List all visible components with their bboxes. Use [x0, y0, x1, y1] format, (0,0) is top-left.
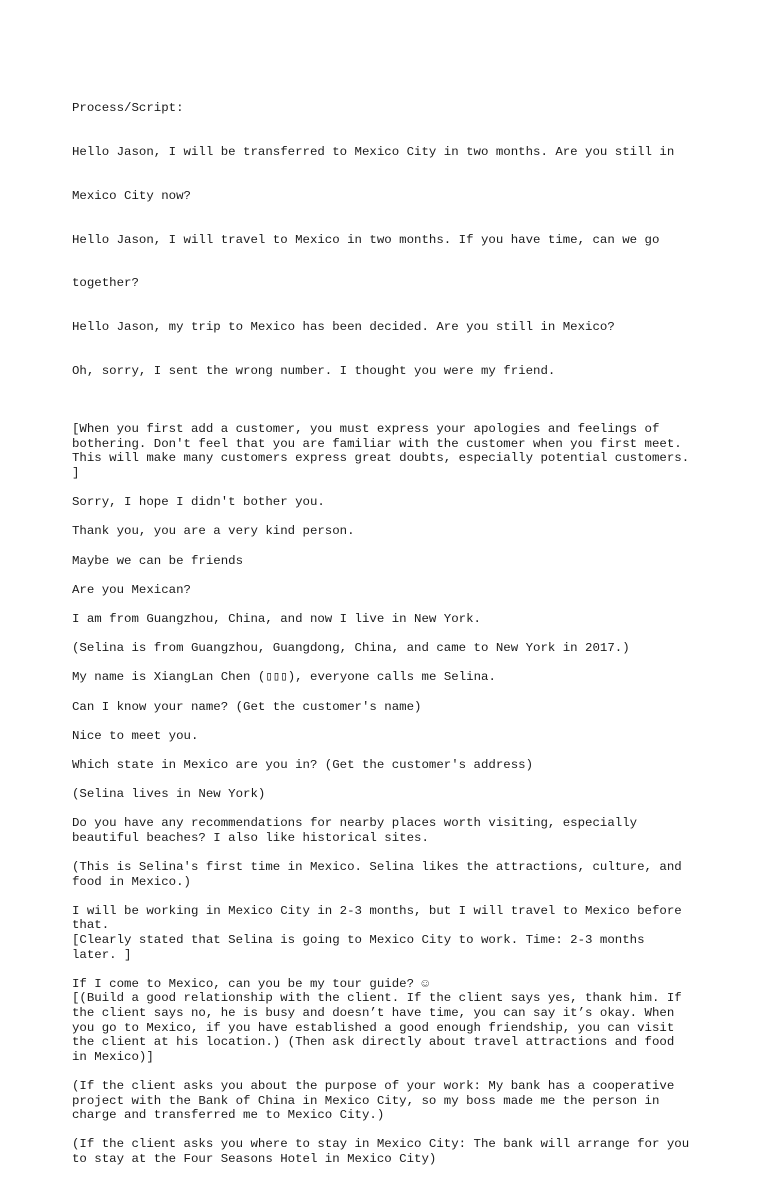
script-heading: Process/Script: — [72, 101, 184, 116]
paragraph-line: project with the Bank of China in Mexico City, so my boss made me the person in — [72, 1093, 660, 1108]
paragraph-line: bothering. Don't feel that you are familiar with the customer when you first meet. — [72, 436, 682, 451]
paragraph-line: (This is Selina's first time in Mexico. Selina likes the attractions, culture, and — [72, 860, 682, 875]
paragraph-line: the client says no, he is busy and doesn’t have time, you can say it’s okay. When — [72, 1006, 675, 1020]
script-line: Oh, sorry, I sent the wrong number. I thought you were my friend. — [72, 363, 556, 378]
paragraph — [72, 816, 712, 845]
paragraph-line: (If the client asks you about the purpose of your work: My bank has a cooperative — [72, 1078, 675, 1093]
paragraph-line: Sorry, I hope I didn't bother you. — [72, 495, 325, 510]
paragraph-line: beautiful beaches? I also like historical sites. — [72, 830, 429, 845]
paragraph-line: I am from Guangzhou, China, and now I live in New York. — [72, 611, 481, 626]
script-line: together? — [72, 276, 139, 291]
paragraph-line: Are you Mexican? — [72, 582, 191, 597]
paragraph-line: I will be working in Mexico City in 2-3 months, but I will travel to Mexico before — [72, 903, 682, 918]
paragraph — [72, 787, 712, 802]
paragraph-line: that. — [72, 918, 110, 933]
paragraph — [72, 641, 712, 656]
script-block — [72, 72, 712, 408]
paragraph-line: Do you have any recommendations for nearby places worth visiting, especially — [72, 816, 638, 831]
paragraph — [72, 904, 712, 962]
paragraph — [72, 612, 712, 627]
paragraph — [72, 495, 712, 510]
paragraph — [72, 583, 712, 598]
script-line: Hello Jason, I will be transferred to Mexico City in two months. Are you still in — [72, 144, 675, 159]
paragraph-line: Maybe we can be friends — [72, 553, 244, 568]
paragraph-line: to stay at the Four Seasons Hotel in Mexico City) — [72, 1151, 437, 1166]
paragraph — [72, 700, 712, 715]
paragraph-line: [When you first add a customer, you must express your apologies and feelings of — [72, 422, 660, 437]
script-line: Hello Jason, I will travel to Mexico in two months. If you have time, can we go — [72, 232, 660, 247]
paragraph — [72, 977, 712, 1065]
paragraph — [72, 1137, 712, 1166]
paragraph-line: charge and transferred me to Mexico City.) — [72, 1108, 385, 1123]
paragraph-line: My name is XiangLan Chen (▯▯▯), everyone calls me Selina. — [72, 670, 496, 685]
paragraph-line: ] — [72, 466, 80, 481]
paragraph-line: (If the client asks you where to stay in Mexico City: The bank will arrange for you — [72, 1137, 690, 1152]
paragraph-line: in Mexico)] — [72, 1049, 154, 1064]
paragraph — [72, 758, 712, 773]
paragraph-line: If I come to Mexico, can you be my tour guide? ☺ — [72, 976, 429, 991]
paragraph-line: [(Build a good relationship with the client. If the client says yes, thank him. If — [72, 991, 682, 1006]
paragraph-line: Which state in Mexico are you in? (Get the customer's address) — [72, 757, 534, 772]
paragraph — [72, 860, 712, 889]
paragraph-line: you go to Mexico, if you have established a good enough friendship, you can visit — [72, 1020, 675, 1035]
paragraph-list — [72, 422, 712, 1166]
paragraph-line: the client at his location.) (Then ask directly about travel attractions and food — [72, 1035, 675, 1050]
paragraph — [72, 554, 712, 569]
paragraph-line: Thank you, you are a very kind person. — [72, 524, 355, 539]
script-line: Hello Jason, my trip to Mexico has been decided. Are you still in Mexico? — [72, 320, 615, 335]
paragraph-line: food in Mexico.) — [72, 874, 191, 889]
paragraph-line: [Clearly stated that Selina is going to Mexico City to work. Time: 2-3 months — [72, 933, 645, 948]
paragraph-line: Nice to meet you. — [72, 728, 199, 743]
document-page — [72, 72, 712, 1181]
paragraph-line: (Selina is from Guangzhou, Guangdong, China, and came to New York in 2017.) — [72, 641, 630, 656]
paragraph — [72, 422, 712, 480]
paragraph — [72, 729, 712, 744]
paragraph-line: Can I know your name? (Get the customer's name) — [72, 699, 422, 714]
paragraph-line: This will make many customers express great doubts, especially potential customers. — [72, 451, 690, 466]
script-line: Mexico City now? — [72, 188, 191, 203]
paragraph-line: later. ] — [72, 947, 132, 962]
paragraph-line: (Selina lives in New York) — [72, 787, 266, 802]
paragraph — [72, 1079, 712, 1123]
paragraph — [72, 670, 712, 685]
paragraph — [72, 524, 712, 539]
